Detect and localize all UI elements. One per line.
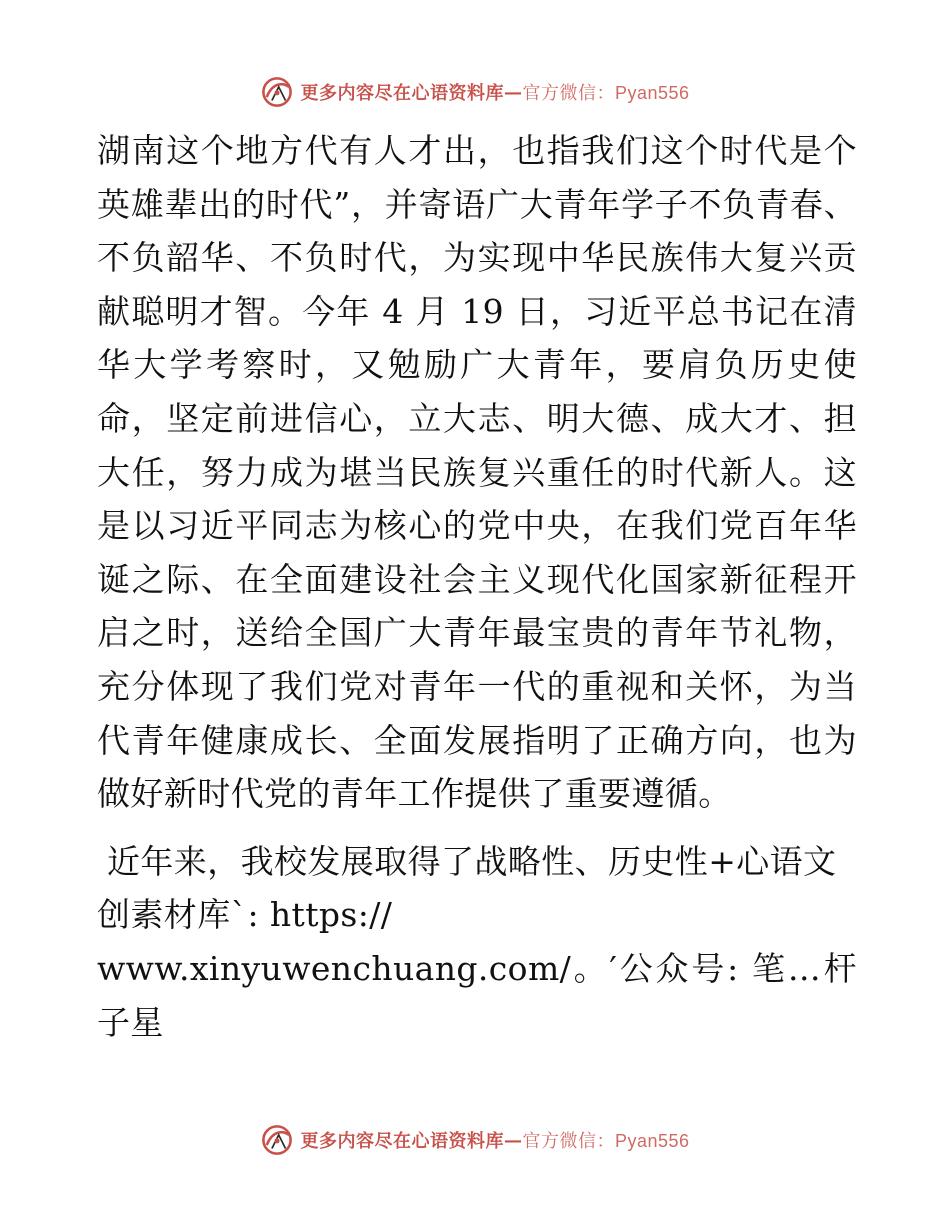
footer-brand-text: 更多内容尽在心语资料库: [300, 1131, 504, 1152]
footer-separator: —: [503, 1129, 523, 1151]
footer-watermark-banner: [0, 1120, 950, 1160]
paragraph-2-line-1: 近年来，我校发展取得了战略性、历史性+心语文: [107, 841, 837, 881]
brand-logo-icon: [260, 1123, 294, 1157]
header-brand-text: 更多内容尽在心语资料库: [300, 83, 504, 104]
header-separator: —: [503, 81, 523, 103]
footer-wechat-text: 官方微信：Pyan556: [522, 1131, 690, 1151]
body-paragraph-1: 湖南这个地方代有人才出，也指我们这个时代是个英雄辈出的时代”，并寄语广大青年学子不负青春、不负韶华、不负时代，为实现中华民族伟大复兴贡献聪明才智。今年 4 月 19 日，习近平总书记在清华大学考察时，又勉励广大青年，要肩负历史使命，坚定前进信心，立大志、明大德、成大才、担大任，努力成为堪当民族复兴重任的时代新人。这是以习近平同志为核心的党中央，在我们党百年华诞之际、在全面建设社会主义现代化国家新征程开启之时，送给全国广大青年最宝贵的青年节礼物，充分体现了我们党对青年一代的重视和关怀，为当代青年健康成长、全面发展指明了正确方向，也为做好新时代党的青年工作提供了重要遵循。: [97, 131, 857, 814]
document-body: [97, 124, 857, 1049]
paragraph-2-line-3: www.xinyuwenchuang.com/。′公众号: 笔…杆子星: [97, 948, 857, 1042]
body-paragraph-2: [97, 835, 857, 1049]
brand-logo-icon: [260, 75, 294, 109]
header-wechat-text: 官方微信：Pyan556: [522, 83, 690, 103]
header-watermark-banner: [0, 72, 950, 112]
paragraph-2-line-2: 创素材库`: https://: [97, 895, 393, 935]
